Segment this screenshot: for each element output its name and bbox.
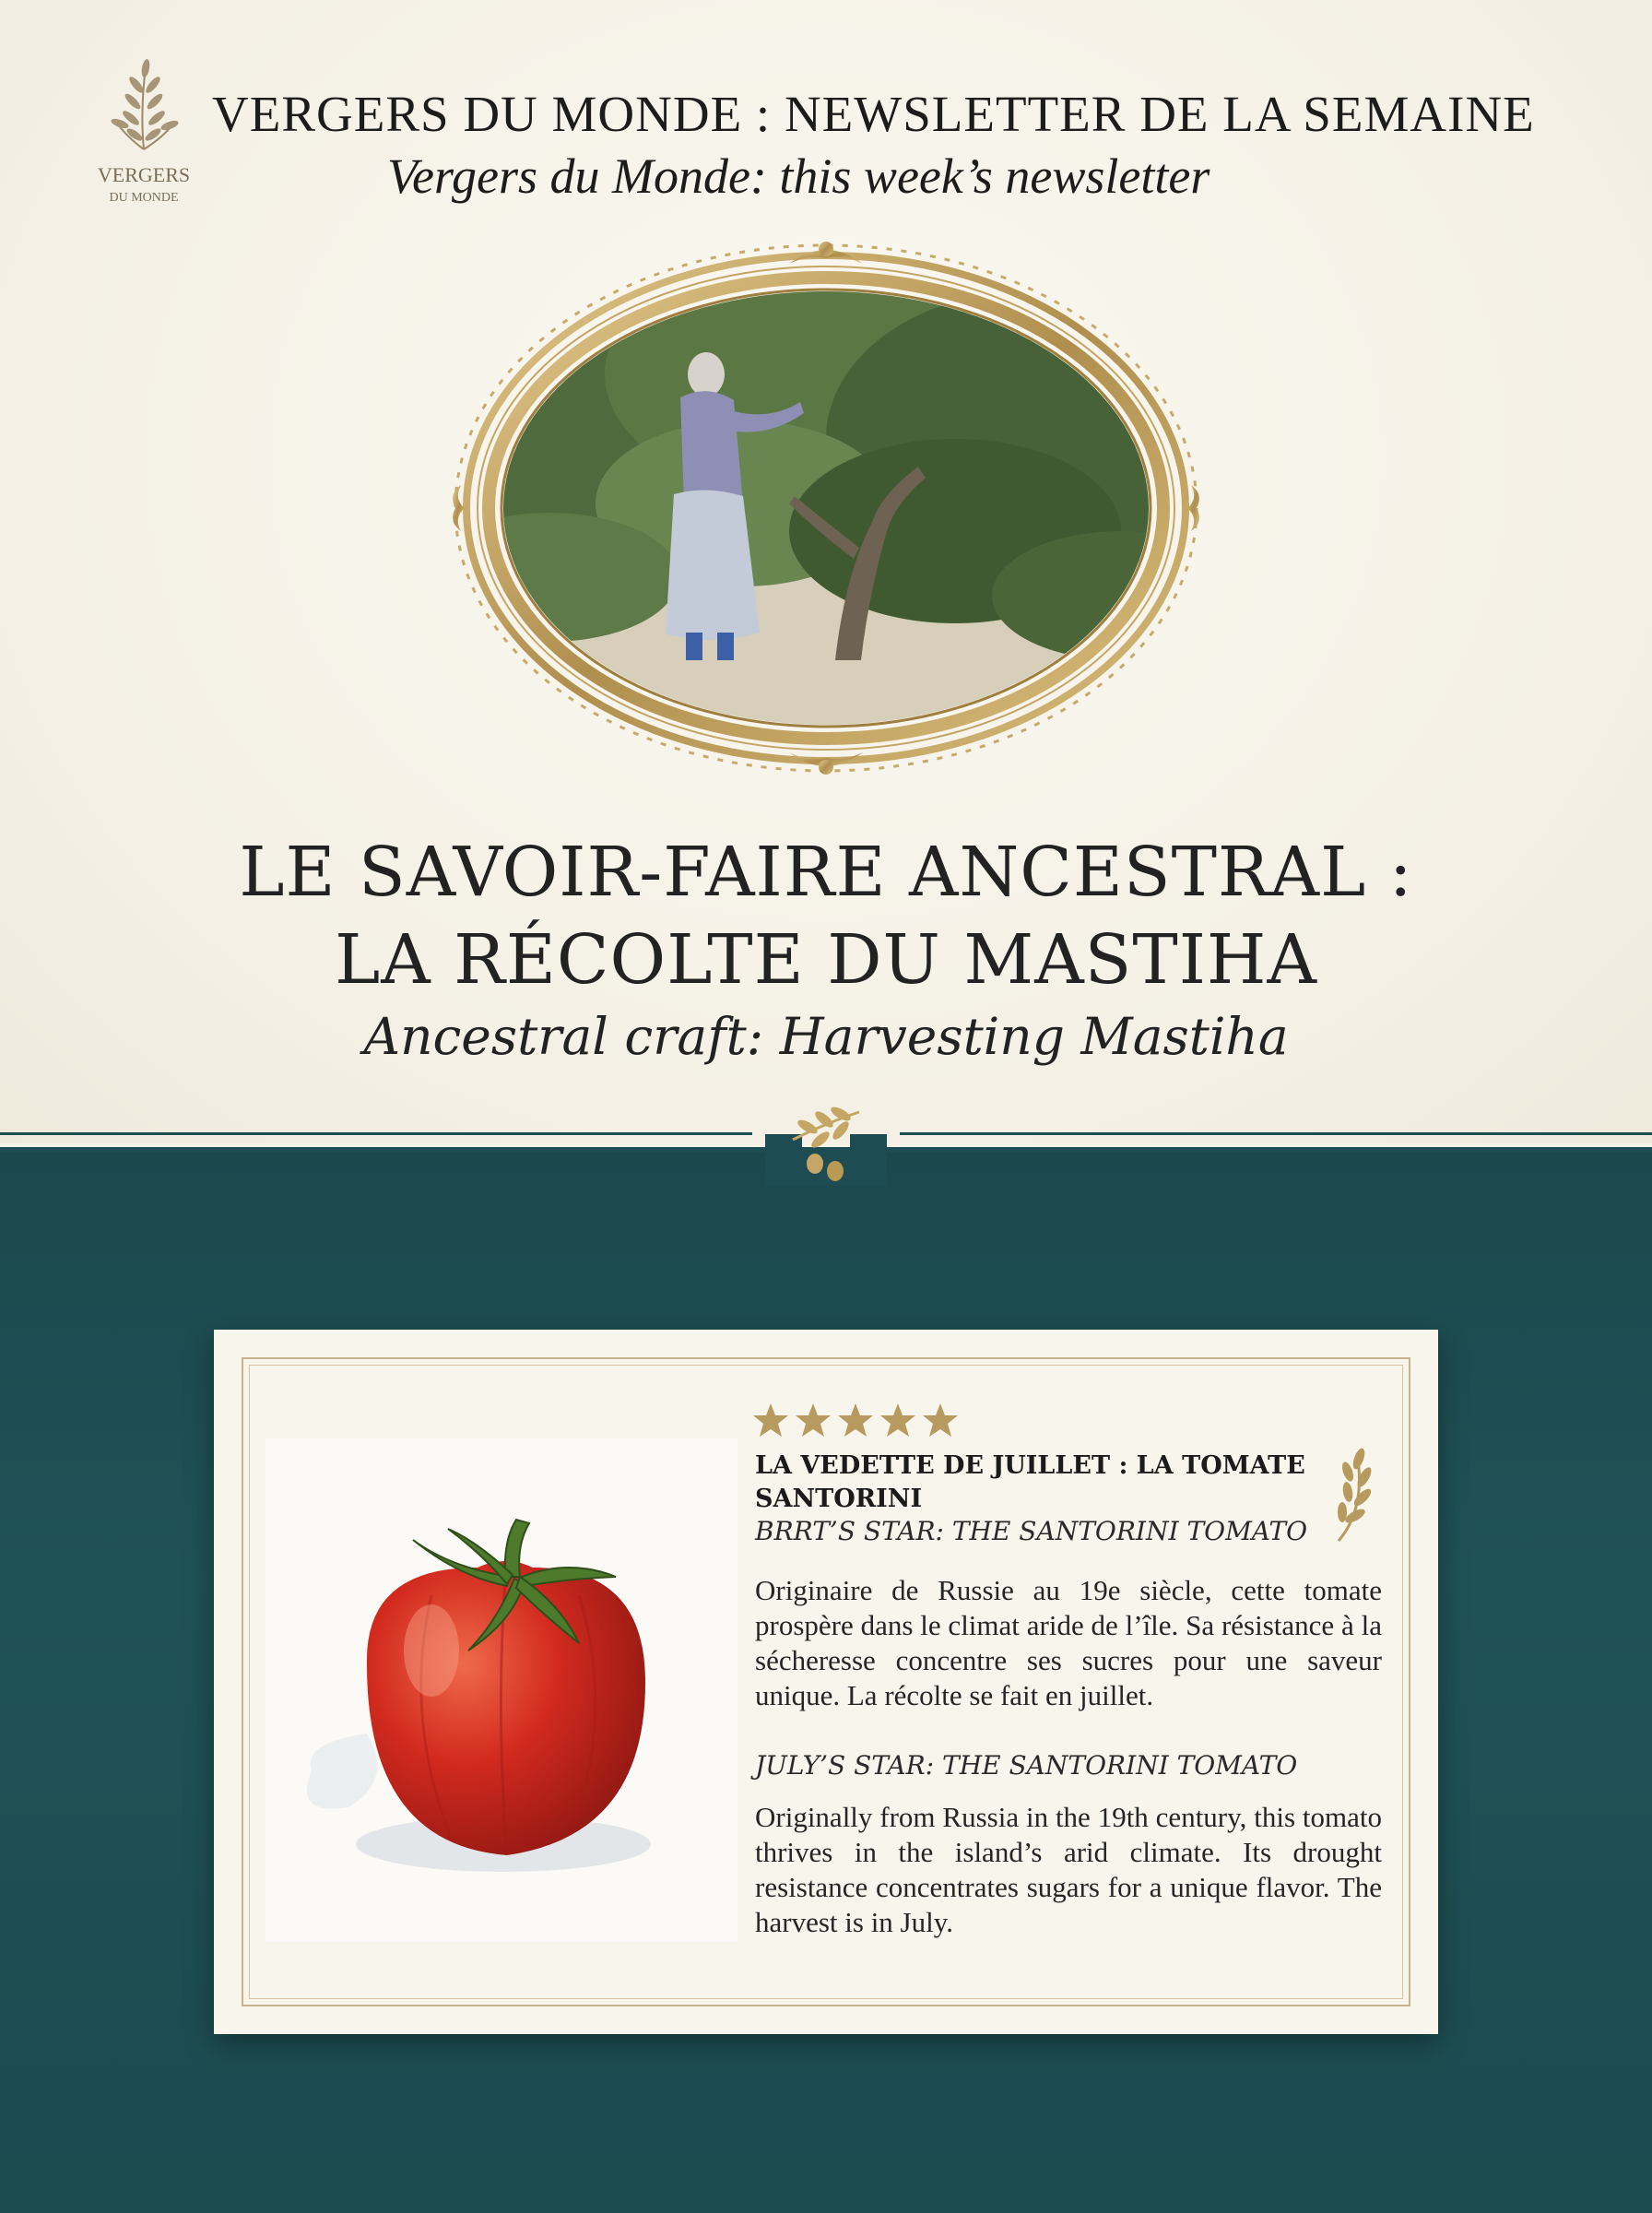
logo-text-sub: DU MONDE xyxy=(109,191,179,205)
feature-title-fr: LA VEDETTE DE JUILLET : LA TOMATE SANTORINI xyxy=(755,1451,1305,1513)
article-title-line2: LA RÉCOLTE DU MASTIHA xyxy=(335,920,1317,1000)
article-title-line1: LE SAVOIR-FAIRE ANCESTRAL : xyxy=(239,833,1413,912)
olive-branch-icon xyxy=(116,66,173,149)
newsletter-title-fr: VERGERS DU MONDE : NEWSLETTER DE LA SEMAINE xyxy=(212,86,1535,142)
logo-text-main: VERGERS xyxy=(97,163,191,186)
hero-photo-frame xyxy=(439,227,1213,789)
feature-title-en-top: BRRT’S STAR: THE SANTORINI TOMATO xyxy=(755,1516,1308,1546)
tomato-illustration xyxy=(266,1438,738,1942)
feature-text-en: Originally from Russia in the 19th century, this tomato thrives in the island’s arid climate. Its drought resistance concentrates sugars for a unique flavor. The harvest is in July. xyxy=(755,1801,1382,1938)
vergers-logo xyxy=(79,48,208,214)
section-divider xyxy=(0,1103,1652,1186)
feature-text-fr: Originaire de Russie au 19e siècle, cette tomate prospère dans le climat aride de l’île. Sa résistance à la sécheresse concentre ses sucres pour une saveur unique. La récolte se fait en juillet. xyxy=(755,1574,1382,1711)
newsletter-title-en: Vergers du Monde: this week’s newsletter xyxy=(387,148,1210,204)
hero-photo xyxy=(439,227,1213,789)
feature-title-en: JULY’S STAR: THE SANTORINI TOMATO xyxy=(755,1750,1298,1781)
feature-card xyxy=(214,1330,1438,2034)
article-subtitle-en: Ancestral craft: Harvesting Mastiha xyxy=(363,1007,1289,1066)
rating-stars xyxy=(752,1402,964,1440)
star-icon xyxy=(753,1403,958,1437)
